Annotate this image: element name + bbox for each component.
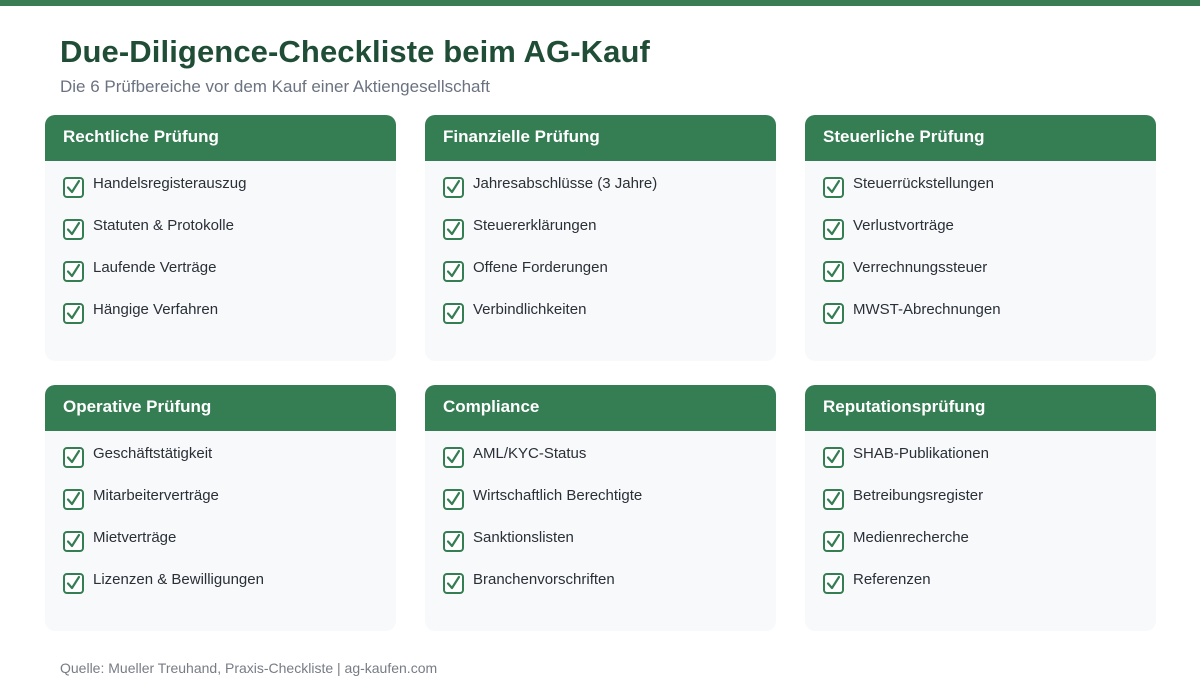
checkbox-checked-icon	[63, 489, 84, 510]
checklist-item-label: Sanktionslisten	[473, 529, 574, 546]
checklist-item	[805, 485, 1156, 527]
checklist-item-label: Betreibungsregister	[853, 487, 984, 504]
checkbox-checked-icon	[63, 573, 84, 594]
checkbox-checked-icon	[443, 177, 464, 198]
checklist-item-label: Wirtschaftlich Berechtigte	[473, 487, 643, 504]
checkbox-checked-icon	[443, 303, 464, 324]
card-item-list	[45, 161, 396, 341]
card-item-list	[805, 161, 1156, 341]
checklist-item	[425, 569, 776, 611]
card-title: Operative Prüfung	[45, 385, 396, 431]
card-item-list	[45, 431, 396, 611]
checkbox-checked-icon	[63, 219, 84, 240]
checklist-item-label: Geschäftstätigkeit	[93, 445, 213, 462]
checklist-item	[805, 443, 1156, 485]
card-steuerliche-pruefung	[805, 115, 1156, 361]
card-title: Finanzielle Prüfung	[425, 115, 776, 161]
checkbox-checked-icon	[823, 177, 844, 198]
checklist-item	[45, 569, 396, 611]
checklist-grid	[45, 115, 1156, 631]
checklist-item	[45, 215, 396, 257]
page-subtitle: Die 6 Prüfbereiche vor dem Kauf einer Aktiengesellschaft	[60, 77, 490, 96]
checklist-item-label: Mitarbeiterverträge	[93, 487, 219, 504]
checkbox-checked-icon	[823, 219, 844, 240]
card-reputationspruefung	[805, 385, 1156, 631]
card-compliance	[425, 385, 776, 631]
checkbox-checked-icon	[443, 219, 464, 240]
card-item-list	[425, 431, 776, 611]
checklist-item-label: Mietverträge	[93, 529, 177, 546]
checklist-item-label: MWST-Abrechnungen	[853, 301, 1001, 318]
checklist-item	[45, 257, 396, 299]
checkbox-checked-icon	[823, 303, 844, 324]
checkbox-checked-icon	[823, 489, 844, 510]
checklist-item-label: AML/KYC-Status	[473, 445, 587, 462]
card-title: Rechtliche Prüfung	[45, 115, 396, 161]
checklist-item-label: Verrechnungssteuer	[853, 259, 988, 276]
checklist-item-label: Medienrecherche	[853, 529, 969, 546]
checkbox-checked-icon	[443, 573, 464, 594]
checklist-item	[425, 443, 776, 485]
top-accent-bar	[0, 0, 1200, 6]
checkbox-checked-icon	[823, 447, 844, 468]
checklist-item	[425, 485, 776, 527]
checklist-item-label: Hängige Verfahren	[93, 301, 219, 318]
checklist-item	[45, 443, 396, 485]
card-title: Reputationsprüfung	[805, 385, 1156, 431]
checklist-item	[805, 569, 1156, 611]
source-footer: Quelle: Mueller Treuhand, Praxis-Checkliste | ag-kaufen.com	[60, 660, 438, 676]
card-item-list	[425, 161, 776, 341]
checklist-item-label: Laufende Verträge	[93, 259, 217, 276]
checklist-item	[425, 215, 776, 257]
checklist-item	[805, 257, 1156, 299]
checklist-item-label: Handelsregisterauszug	[93, 175, 247, 192]
checkbox-checked-icon	[443, 447, 464, 468]
checklist-item-label: SHAB-Publikationen	[853, 445, 989, 462]
checklist-item	[425, 173, 776, 215]
checkbox-checked-icon	[63, 531, 84, 552]
checkbox-checked-icon	[63, 447, 84, 468]
checklist-item	[805, 173, 1156, 215]
card-operative-pruefung	[45, 385, 396, 631]
card-title: Steuerliche Prüfung	[805, 115, 1156, 161]
checklist-item-label: Offene Forderungen	[473, 259, 608, 276]
checklist-item	[425, 299, 776, 341]
checklist-item-label: Branchenvorschriften	[473, 571, 615, 588]
checkbox-checked-icon	[63, 303, 84, 324]
card-rechtliche-pruefung	[45, 115, 396, 361]
checklist-item-label: Verlustvorträge	[853, 217, 954, 234]
checkbox-checked-icon	[443, 531, 464, 552]
checklist-item-label: Lizenzen & Bewilligungen	[93, 571, 264, 588]
checkbox-checked-icon	[63, 261, 84, 282]
checklist-item-label: Jahresabschlüsse (3 Jahre)	[473, 175, 658, 192]
checklist-item	[45, 485, 396, 527]
checklist-item	[425, 257, 776, 299]
checklist-item	[805, 215, 1156, 257]
checklist-item	[805, 527, 1156, 569]
page-title: Due-Diligence-Checkliste beim AG-Kauf	[60, 34, 650, 69]
checkbox-checked-icon	[63, 177, 84, 198]
checklist-item	[45, 527, 396, 569]
checklist-item-label: Verbindlichkeiten	[473, 301, 587, 318]
checklist-item	[45, 299, 396, 341]
checklist-item	[805, 299, 1156, 341]
checklist-item-label: Steuerrückstellungen	[853, 175, 994, 192]
card-item-list	[805, 431, 1156, 611]
checkbox-checked-icon	[823, 531, 844, 552]
checklist-item-label: Statuten & Protokolle	[93, 217, 234, 234]
checklist-item-label: Steuererklärungen	[473, 217, 597, 234]
card-finanzielle-pruefung	[425, 115, 776, 361]
checklist-item	[45, 173, 396, 215]
checkbox-checked-icon	[823, 573, 844, 594]
checkbox-checked-icon	[443, 261, 464, 282]
checklist-item	[425, 527, 776, 569]
checkbox-checked-icon	[443, 489, 464, 510]
card-title: Compliance	[425, 385, 776, 431]
checkbox-checked-icon	[823, 261, 844, 282]
checklist-item-label: Referenzen	[853, 571, 931, 588]
